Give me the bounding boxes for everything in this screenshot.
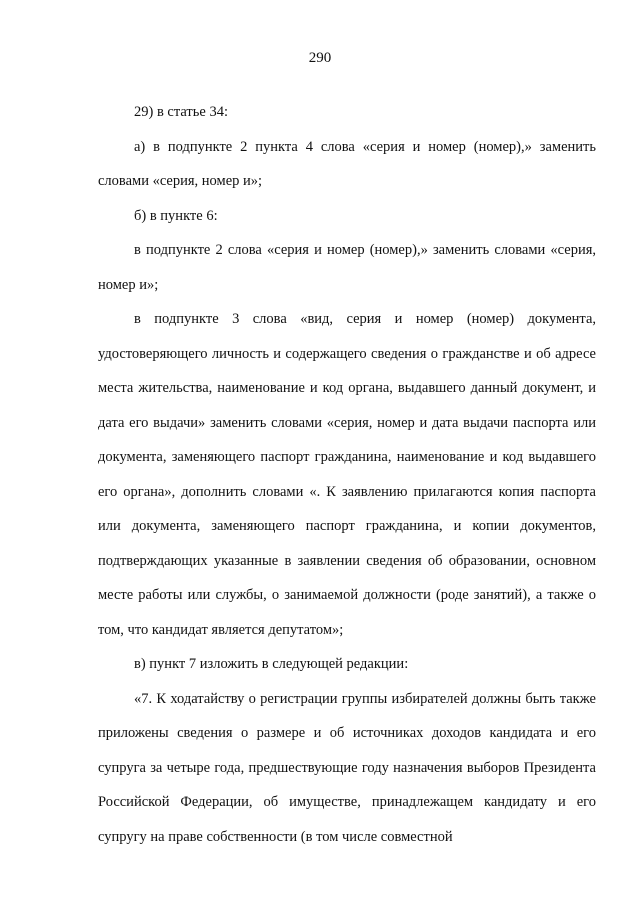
paragraph-point-7: «7. К ходатайству о регистрации группы избирателей должны быть также приложены сведения о размере и об источниках доходов кандидата и его супруга за четыре года, предшествующие году назначения выборов Президента Российской Федерации, об имуществе, принадлежащем кандидату и его супругу на праве собственности (в том числе совместной [98,690,596,845]
paragraph-subitem-a: а) в подпункте 2 пункта 4 слова «серия и номер (номер),» заменить словами «серия, номер и»; [98,138,596,189]
paragraph-subpoint-3: в подпункте 3 слова «вид, серия и номер (номер) документа, удостоверяющего личность и содержащего сведения о гражданстве и об адресе места жительства, наименование и код органа, выдавшего данный документ, и дата его выдачи» заменить словами «серия, номер и дата выдачи паспорта или документа, заменяющего паспорт гражданина, наименование и код выдавшего его органа», дополнить словами «. К заявлению прилагаются копия паспорта или документа, заменяющего паспорт гражданина, и копии документов, подтверждающих указанные в заявлении сведения об образовании, основном месте работы или службы, о занимаемой должности (роде занятий), а также о том, что кандидат является депутатом»; [98,311,596,638]
paragraph-subitem-v: в) пункт 7 изложить в следующей редакции: [134,656,409,672]
paragraph-subpoint-2: в подпункте 2 слова «серия и номер (номер),» заменить словами «серия, номер и»; [98,242,596,293]
paragraph-subitem-b: б) в пункте 6: [134,207,218,224]
paragraph-article-34: 29) в статье 34: [134,104,228,120]
page-number: 290 [308,50,332,66]
document-body [98,95,596,854]
